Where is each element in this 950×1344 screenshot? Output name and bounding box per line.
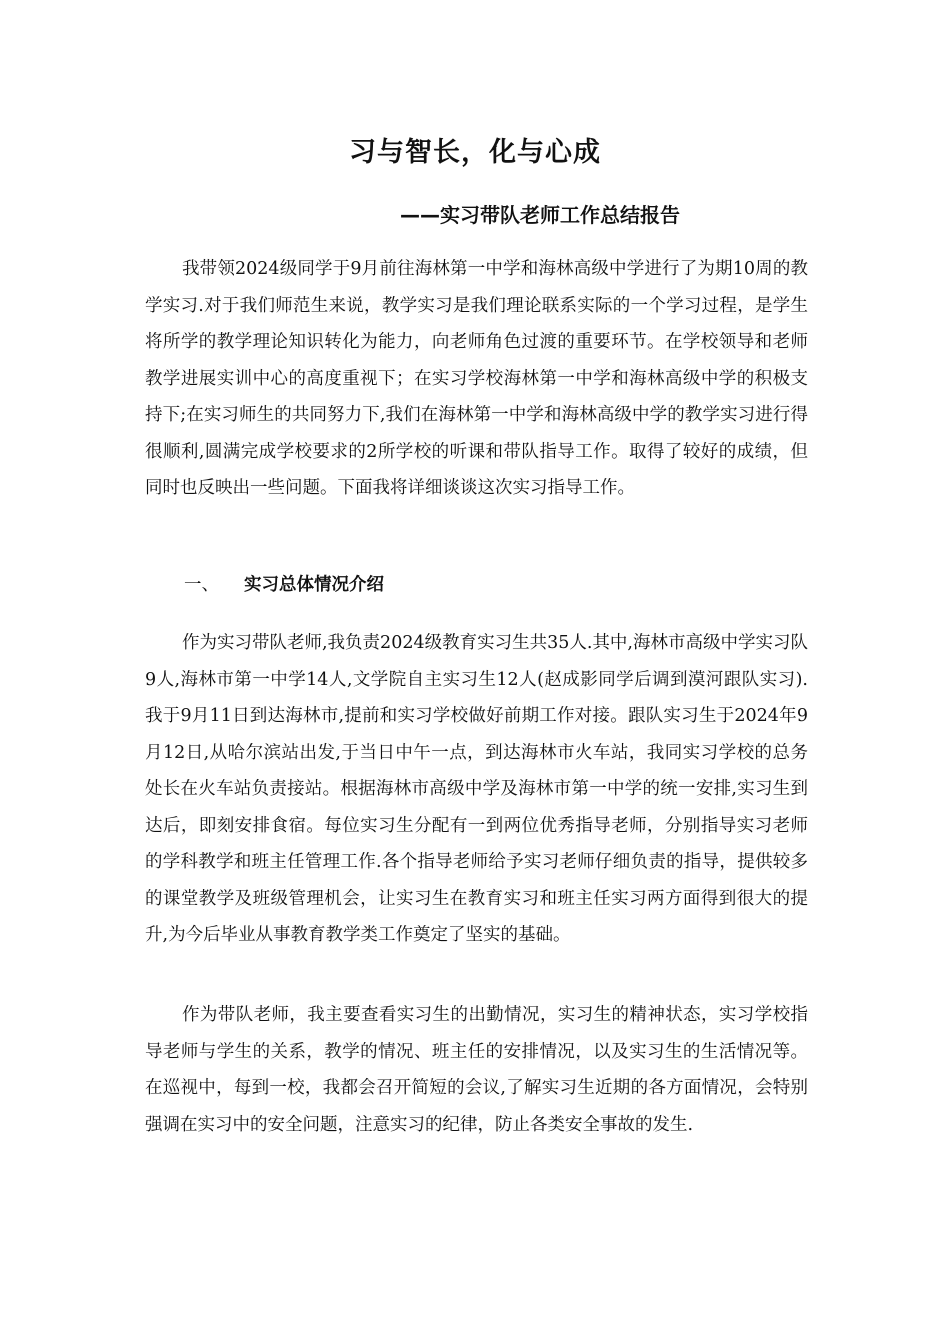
document-subtitle: ——实习带队老师工作总结报告 xyxy=(400,203,680,227)
section-number: 一、 xyxy=(184,575,219,595)
section-heading xyxy=(184,571,384,596)
intro-paragraph: 我带领2024级同学于9月前往海林第一中学和海林高级中学进行了为期10周的教学实习.对于我们师范生来说，教学实习是我们理论联系实际的一个学习过程，是学生将所学的教学理论知识转化为能力，向老师角色过渡的重要环节。在学校领导和老师教学进展实训中心的高度重视下；在实习学校海林第一中学和海林高级中学的积极支持下;在实习师生的共同努力下,我们在海林第一中学和海林高级中学的教学实习进行得很顺利,圆满完成学校要求的2所学校的听课和带队指导工作。取得了较好的成绩，但同时也反映出一些问题。下面我将详细谈谈这次实习指导工作。 xyxy=(145,259,808,498)
section-title: 实习总体情况介绍 xyxy=(244,575,384,595)
body-paragraph-duties: 作为带队老师，我主要查看实习生的出勤情况，实习生的精神状态，实习学校指导老师与学生的关系，教学的情况、班主任的安排情况，以及实习生的生活情况等。在巡视中，每到一校，我都会召开简短的会议,了解实习生近期的各方面情况，会特别强调在实习中的安全问题，注意实习的纪律，防止各类安全事故的发生. xyxy=(145,1005,808,1135)
body-paragraph-overview: 作为实习带队老师,我负责2024级教育实习生共35人.其中,海林市高级中学实习队9人,海林市第一中学14人,文学院自主实习生12人(赵成影同学后调到漠河跟队实习).我于9月11日到达海林市,提前和实习学校做好前期工作对接。跟队实习生于2024年9月12日,从哈尔滨站出发,于当日中午一点，到达海林市火车站，我同实习学校的总务处长在火车站负责接站。根据海林市高级中学及海林市第一中学的统一安排,实习生到达后，即刻安排食宿。每位实习生分配有一到两位优秀指导老师，分别指导实习老师的学科教学和班主任管理工作.各个指导老师给予实习老师仔细负责的指导，提供较多的课堂教学及班级管理机会，让实习生在教育实习和班主任实习两方面得到很大的提升,为今后毕业从事教育教学类工作奠定了坚实的基础。 xyxy=(145,633,808,945)
document-title: 习与智长，化与心成 xyxy=(349,137,601,168)
